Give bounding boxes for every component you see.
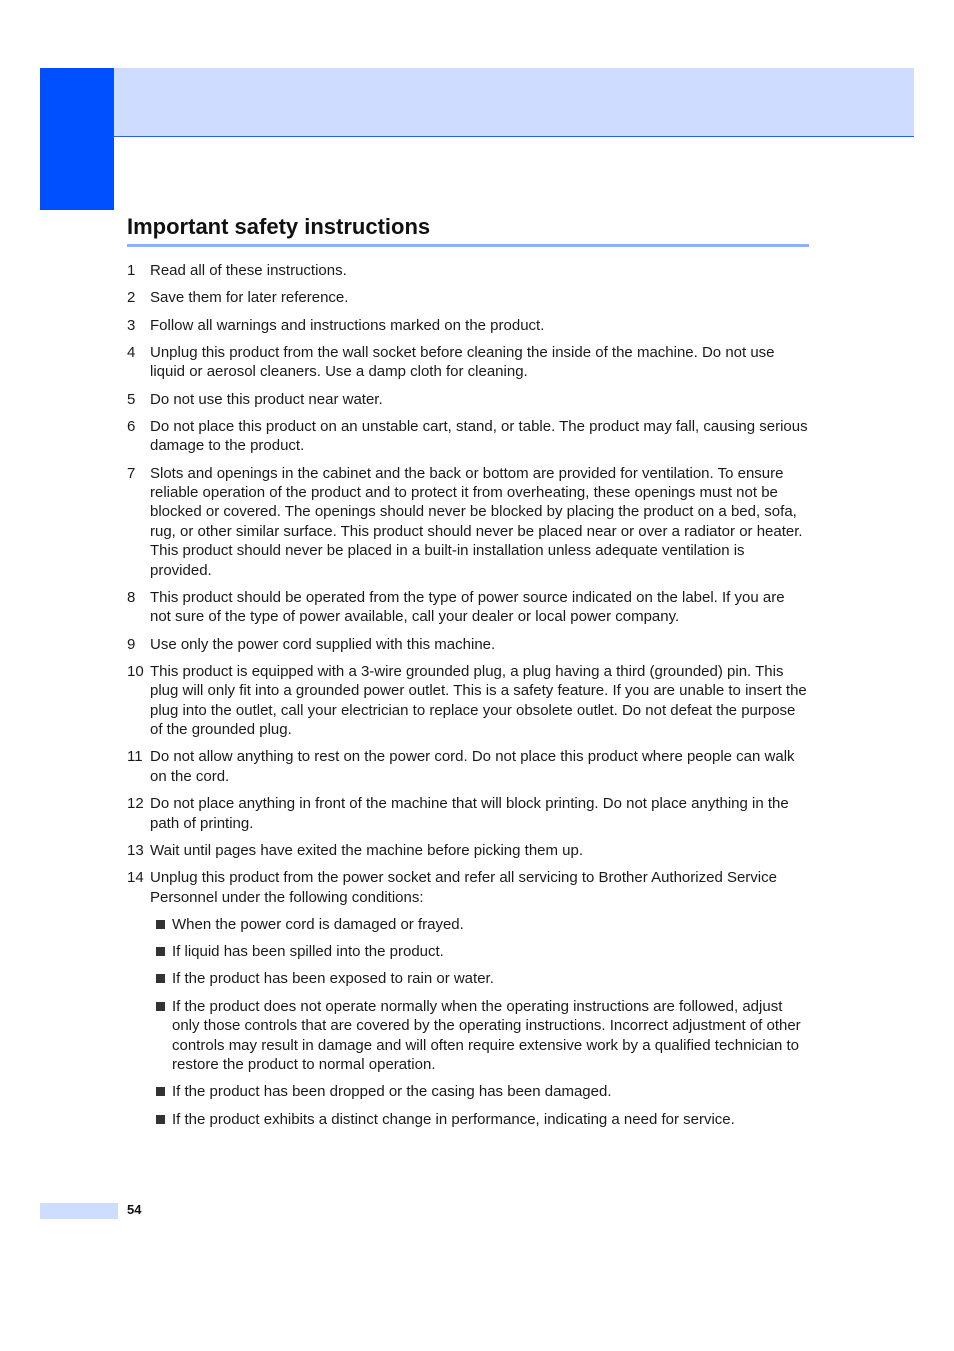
list-item [127,464,809,580]
item-number: 5 [127,390,136,408]
item-text: Slots and openings in the cabinet and the back or bottom are provided for ventilation. To ensure reliable operation of the product and to protect it from overheating, these openings must not be blocked or covered. The openings should never be blocked by placing the product on a bed, sofa, rug, or other similar surface. This product should never be placed near or over a radiator or heater. This product should never be placed in a built-in installation unless adequate ventilation is provided. [150,464,803,579]
condition-text: If the product has been exposed to rain or water. [172,970,494,988]
square-bullet-icon [156,920,165,929]
item-text: Use only the power cord supplied with this machine. [150,635,496,653]
item-number: 12 [127,795,144,813]
condition-item [150,915,809,934]
condition-text: When the power cord is damaged or frayed. [172,915,464,933]
item-text: Save them for later reference. [150,289,349,307]
item-number: 10 [127,662,144,680]
condition-list [150,915,809,1129]
item-number: 9 [127,635,136,653]
condition-item [150,997,809,1075]
page-title: Important safety instructions [127,214,809,247]
item-number: 6 [127,417,136,435]
condition-item [150,1110,809,1129]
item-number: 1 [127,262,136,279]
list-item [127,288,809,307]
item-number: 7 [127,464,136,482]
item-body [150,868,809,1129]
item-text: Read all of these instructions. [150,262,347,279]
item-text: Do not use this product near water. [150,390,383,408]
condition-item [150,969,809,988]
header-band [114,68,914,137]
item-text: Follow all warnings and instructions marked on the product. [150,316,545,334]
item-number: 3 [127,316,136,334]
item-text: Unplug this product from the wall socket before cleaning the inside of the machine. Do not use liquid or aerosol cleaners. Use a damp cloth for cleaning. [150,343,775,381]
item-number: 8 [127,588,136,606]
item-text: Do not allow anything to rest on the power cord. Do not place this product where people can walk on the cord. [150,748,795,785]
item-number: 13 [127,841,144,859]
item-text: Do not place anything in front of the machine that will block printing. Do not place anything in the path of printing. [150,795,789,832]
list-item [127,794,809,833]
list-item [127,841,809,860]
list-item [127,588,809,627]
list-item [127,635,809,654]
instruction-list [127,261,809,1137]
item-text: Unplug this product from the power socket and refer all servicing to Brother Authorized Service Personnel under the following conditions: [150,869,777,906]
item-text: This product should be operated from the type of power source indicated on the label. If you are not sure of the type of power available, call your dealer or local power company. [150,588,785,626]
item-text: Wait until pages have exited the machine before picking them up. [150,841,584,859]
item-number: 11 [127,748,143,766]
item-number: 2 [127,289,136,307]
item-text: Do not place this product on an unstable cart, stand, or table. The product may fall, causing serious damage to the product. [150,417,808,455]
condition-item [150,942,809,961]
list-item [127,261,809,280]
chapter-tab [40,68,114,210]
list-item [127,868,809,1129]
footer-bar [40,1203,118,1219]
item-number: 4 [127,343,136,361]
item-number: 14 [127,869,144,887]
condition-text: If the product does not operate normally when the operating instructions are followed, adjust only those controls that are covered by the operating instructions. Incorrect adjustment of other controls may result in damage and will often require extensive work by a qualified technician to restore the product to normal operation. [172,997,801,1073]
page-number: 54 [127,1202,142,1217]
condition-text: If the product exhibits a distinct change in performance, indicating a need for service. [172,1110,735,1128]
square-bullet-icon [156,1002,165,1011]
square-bullet-icon [156,1115,165,1124]
square-bullet-icon [156,947,165,956]
list-item [127,343,809,382]
list-item [127,316,809,335]
condition-text: If the product has been dropped or the casing has been damaged. [172,1083,612,1101]
condition-item [150,1082,809,1101]
square-bullet-icon [156,974,165,983]
list-item [127,662,809,740]
item-text: This product is equipped with a 3-wire grounded plug, a plug having a third (grounded) pin. This plug will only fit into a grounded power outlet. This is a safety feature. If you are unable to insert the plug into the outlet, call your electrician to replace your obsolete outlet. Do not defeat the purpose of the grounded plug. [150,662,807,739]
condition-text: If liquid has been spilled into the product. [172,943,444,961]
list-item [127,417,809,456]
list-item [127,390,809,409]
square-bullet-icon [156,1087,165,1096]
list-item [127,747,809,786]
